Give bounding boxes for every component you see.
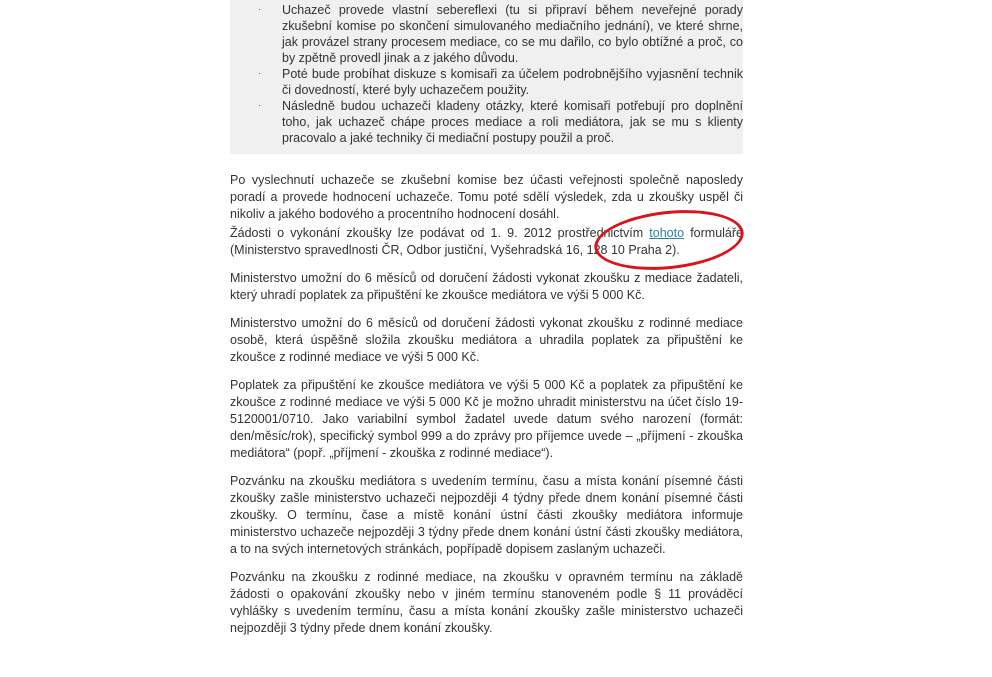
paragraph-family-mediation-exam: Ministerstvo umožní do 6 měsíců od doručení žádosti vykonat zkoušku z rodinné mediace osobě, která úspěšně složila zkoušku mediátora a uhradila poplatek za připuštění ke zkoušce z rodinné mediace ve výši 5 000 Kč. (230, 316, 743, 364)
form-link[interactable]: tohoto (649, 226, 685, 240)
paragraph-application (230, 225, 743, 259)
list-item-text: Poté bude probíhat diskuze s komisaři za účelem podrobnějšího vyjasnění technik či dovedností, které byly uchazečem použity. (282, 67, 743, 97)
bullet-marker: · (258, 68, 262, 79)
paragraph-evaluation: Po vyslechnutí uchazeče se zkušební komise bez účasti veřejnosti společně naposledy poradí a provede hodnocení uchazeče. Tomu poté sdělí výsledek, zda u zkoušky uspěl či nikoliv a jakého bodového a procentního hodnocení dosáhl. (230, 173, 743, 221)
list-item (230, 2, 743, 66)
paragraph-invitation-family: Pozvánku na zkoušku z rodinné mediace, na zkoušku v opravném termínu na základě žádosti o opakování zkoušky nebo v jiném termínu stanoveném podle § 11 prováděcí vyhlášky s uvedením termínu, času a místa konání zkoušky zašle ministerstvo uchazeči nejpozději 3 týdny přede dnem konání zkoušky. (230, 570, 743, 635)
list-item-text: Následně budou uchazeči kladeny otázky, které komisaři potřebují pro doplnění toho, jak uchazeč chápe proces mediace a roli mediátora, jak se mu s klienty pracovalo a jaké techniky či mediační postupy použil a proč. (282, 99, 743, 145)
paragraph-fee-payment: Poplatek za připuštění ke zkoušce mediátora ve výši 5 000 Kč a poplatek za připuštění ke zkoušce z rodinné mediace ve výši 5 000 Kč je možno uhradit ministerstvu na účet číslo 19-5120001/0710. Jako variabilní symbol žadatel uvede datum svého narození (formát: den/měsíc/rok), specifický symbol 999 a do zprávy pro příjemce uvede – „příjmení - zkouška mediátora“ (popř. „příjmení - zkouška z rodinné mediace“). (230, 378, 743, 460)
paragraph-invitation-mediator: Pozvánku na zkoušku mediátora s uvedením termínu, času a místa konání písemné části zkoušky zašle ministerstvo uchazeči nejpozději 4 týdny přede dnem konání písemné části zkoušky. O termínu, čase a místě konání ústní části zkoušky mediátora informuje ministerstvo uchazeče nejpozději 3 týdny přede dnem konání ústní části zkoušky mediátora, a to na svých internetových stránkách, popřípadě dopisem zaslaným uchazeči. (230, 474, 743, 556)
bullet-marker: · (258, 100, 262, 111)
article-content (230, 0, 743, 648)
list-item (230, 66, 743, 98)
bullet-list (230, 0, 743, 154)
bullet-marker: · (258, 4, 262, 15)
list-item (230, 98, 743, 146)
application-text-after: formuláře (Ministerstvo spravedlnosti ČR, Odbor justiční, Vyšehradská 16, 128 10 Praha 2). (230, 226, 743, 257)
list-item-text: Uchazeč provede vlastní sebereflexi (tu si připraví během neveřejné porady zkušební komise po skončení simulovaného mediačního jednání), ve které shrne, jak provázel strany procesem mediace, co se mu dařilo, co bylo obtížné a proč, co by zpětně provedl jinak a z jakého důvodu. (282, 3, 743, 65)
application-text-before: Žádosti o vykonání zkoušky lze podávat od 1. 9. 2012 prostřednictvím (230, 226, 650, 240)
paragraph-mediation-exam: Ministerstvo umožní do 6 měsíců od doručení žádosti vykonat zkoušku z mediace žadateli, který uhradí poplatek za připuštění ke zkoušce mediátora ve výši 5 000 Kč. (230, 271, 743, 302)
